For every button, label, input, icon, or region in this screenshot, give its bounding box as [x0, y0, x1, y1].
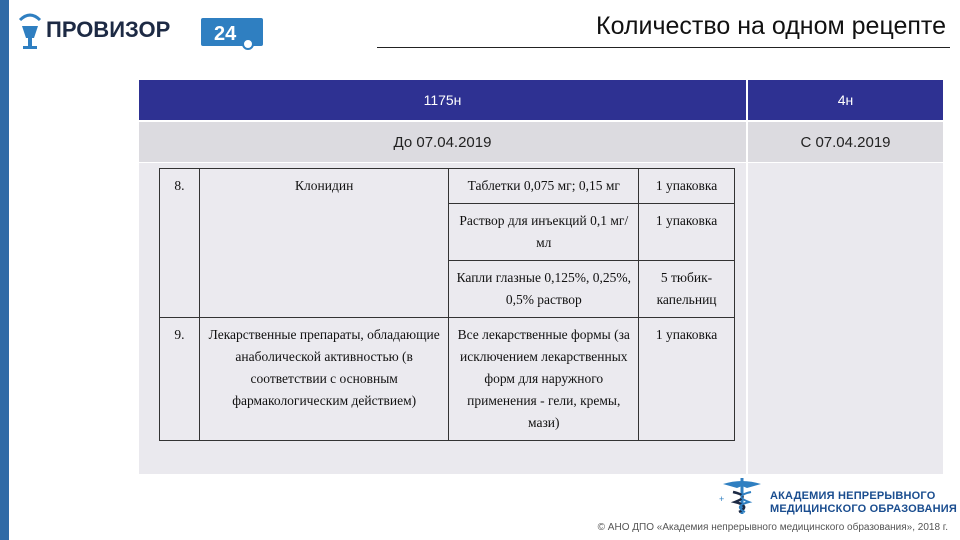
- table-row: [160, 169, 735, 204]
- header-1175n: 1175н: [139, 80, 746, 120]
- row-number: 8.: [160, 169, 200, 318]
- left-accent-stripe: [0, 0, 9, 540]
- pharmacy-bowl-icon: [20, 15, 40, 49]
- drug-quantity-table: [159, 168, 735, 441]
- caduceus-icon: [717, 476, 767, 516]
- drug-name: Клонидин: [199, 169, 449, 318]
- svg-text:ПРОВИЗОР: ПРОВИЗОР: [46, 17, 171, 42]
- quantity: 5 тюбик-капельниц: [639, 261, 735, 318]
- dosage-form: Раствор для инъекций 0,1 мг/мл: [449, 204, 639, 261]
- subheader-before-date: До 07.04.2019: [139, 122, 746, 162]
- academy-name: [770, 490, 957, 516]
- header-4n: 4н: [748, 80, 943, 120]
- academy-name-line2: МЕДИЦИНСКОГО ОБРАЗОВАНИЯ: [770, 503, 958, 515]
- academy-name-line1: АКАДЕМИЯ НЕПРЕРЫВНОГО: [770, 490, 936, 502]
- dosage-form: Все лекарственные формы (за исключением лекарственных форм для наружного применения - гели, кремы, мази): [449, 318, 639, 441]
- table-row: [160, 318, 735, 441]
- page-title: Количество на одном рецепте: [596, 12, 946, 40]
- content-panel-right: [748, 163, 943, 474]
- provizor-logo: [16, 6, 271, 58]
- quantity: 1 упаковка: [639, 169, 735, 204]
- svg-text:24: 24: [214, 23, 237, 45]
- subheader-after-date: С 07.04.2019: [748, 122, 943, 162]
- dosage-form: Капли глазные 0,125%, 0,25%, 0,5% раствор: [449, 261, 639, 318]
- quantity: 1 упаковка: [639, 204, 735, 261]
- title-underline: [377, 47, 950, 48]
- drug-name: Лекарственные препараты, обладающие анаболической активностью (в соответствии с основным фармакологическим действием): [199, 318, 449, 441]
- dosage-form: Таблетки 0,075 мг; 0,15 мг: [449, 169, 639, 204]
- svg-text:+: +: [719, 494, 725, 504]
- quantity: 1 упаковка: [639, 318, 735, 441]
- row-number: 9.: [160, 318, 200, 441]
- copyright-text: © АНО ДПО «Академия непрерывного медицинского образования», 2018 г.: [597, 522, 948, 533]
